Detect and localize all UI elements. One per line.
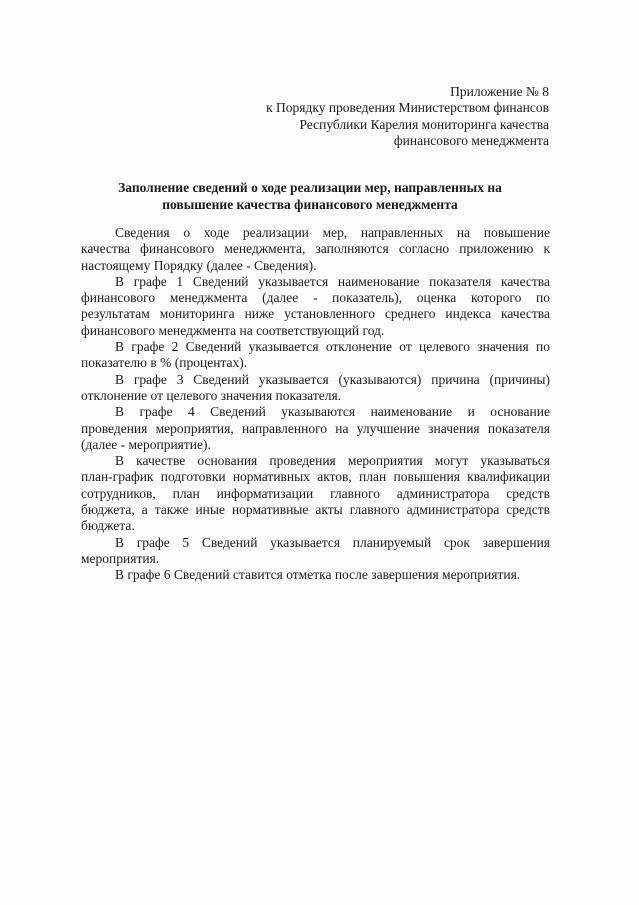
paragraph [81, 339, 550, 372]
paragraph-line: (далее - мероприятие). [81, 436, 211, 452]
paragraph-line: план-график подготовки нормативных актов, план повышения квалификации [81, 469, 550, 485]
paragraph-line: финансового менеджмента на соответствующий год. [81, 322, 385, 338]
paragraph-line: бюджета. [81, 518, 135, 534]
paragraph-line: настоящему Порядку (далее - Сведения). [81, 257, 317, 273]
title-line: Заполнение сведений о ходе реализации мер, направленных на [118, 180, 502, 195]
document-body [81, 225, 550, 584]
paragraph-line: финансового менеджмента (далее - показатель), оценка которого по [81, 290, 550, 306]
paragraph-line: показателю в % (процентах). [81, 355, 248, 371]
paragraph-line: мероприятия. [81, 550, 160, 566]
paragraph [81, 225, 550, 274]
paragraph [81, 535, 550, 568]
paragraph-line: сотрудников, план информатизации главного администратора средств [81, 485, 550, 501]
paragraph-line: отклонение от целевого значения показателя. [81, 387, 342, 403]
appendix-header [149, 84, 549, 149]
paragraph-line: проведения мероприятия, направленного на улучшение значения показателя [81, 420, 550, 436]
appendix-reference-line: Республики Карелия мониторинга качества [299, 116, 549, 132]
paragraph-line: В графе 5 Сведений указывается планируемый срок завершения [115, 534, 550, 550]
appendix-reference-line: финансового менеджмента [393, 132, 549, 148]
title-line: повышение качества финансового менеджмента [162, 196, 458, 212]
paragraph-line: В графе 2 Сведений указывается отклонение от целевого значения по [115, 339, 550, 355]
paragraph-line: В графе 1 Сведений указывается наименование показателя качества [115, 273, 550, 289]
document-title [70, 180, 550, 213]
paragraph-line: В графе 6 Сведений ставится отметка после завершения мероприятия. [115, 567, 521, 583]
paragraph-line: результатам мониторинга ниже установленного среднего индекса качества [81, 306, 550, 322]
paragraph-line: В графе 3 Сведений указывается (указываются) причина (причины) [115, 371, 550, 387]
paragraph-line: В качестве основания проведения мероприятия могут указываться [115, 453, 550, 469]
appendix-number: Приложение № 8 [450, 84, 549, 99]
paragraph [81, 372, 550, 405]
paragraph-line: бюджета, а также иные нормативные акты главного администратора средств [81, 502, 550, 518]
paragraph-line: Сведения о ходе реализации мер, направленных на повышение [115, 225, 550, 240]
paragraph [81, 567, 550, 583]
paragraph [81, 453, 550, 534]
paragraph [81, 404, 550, 453]
paragraph-line: В графе 4 Сведений указываются наименование и основание [115, 404, 550, 420]
paragraph-line: качества финансового менеджмента, заполняются согласно приложению к [81, 241, 550, 257]
paragraph [81, 274, 550, 339]
appendix-reference-line: к Порядку проведения Министерством финансов [266, 100, 549, 116]
